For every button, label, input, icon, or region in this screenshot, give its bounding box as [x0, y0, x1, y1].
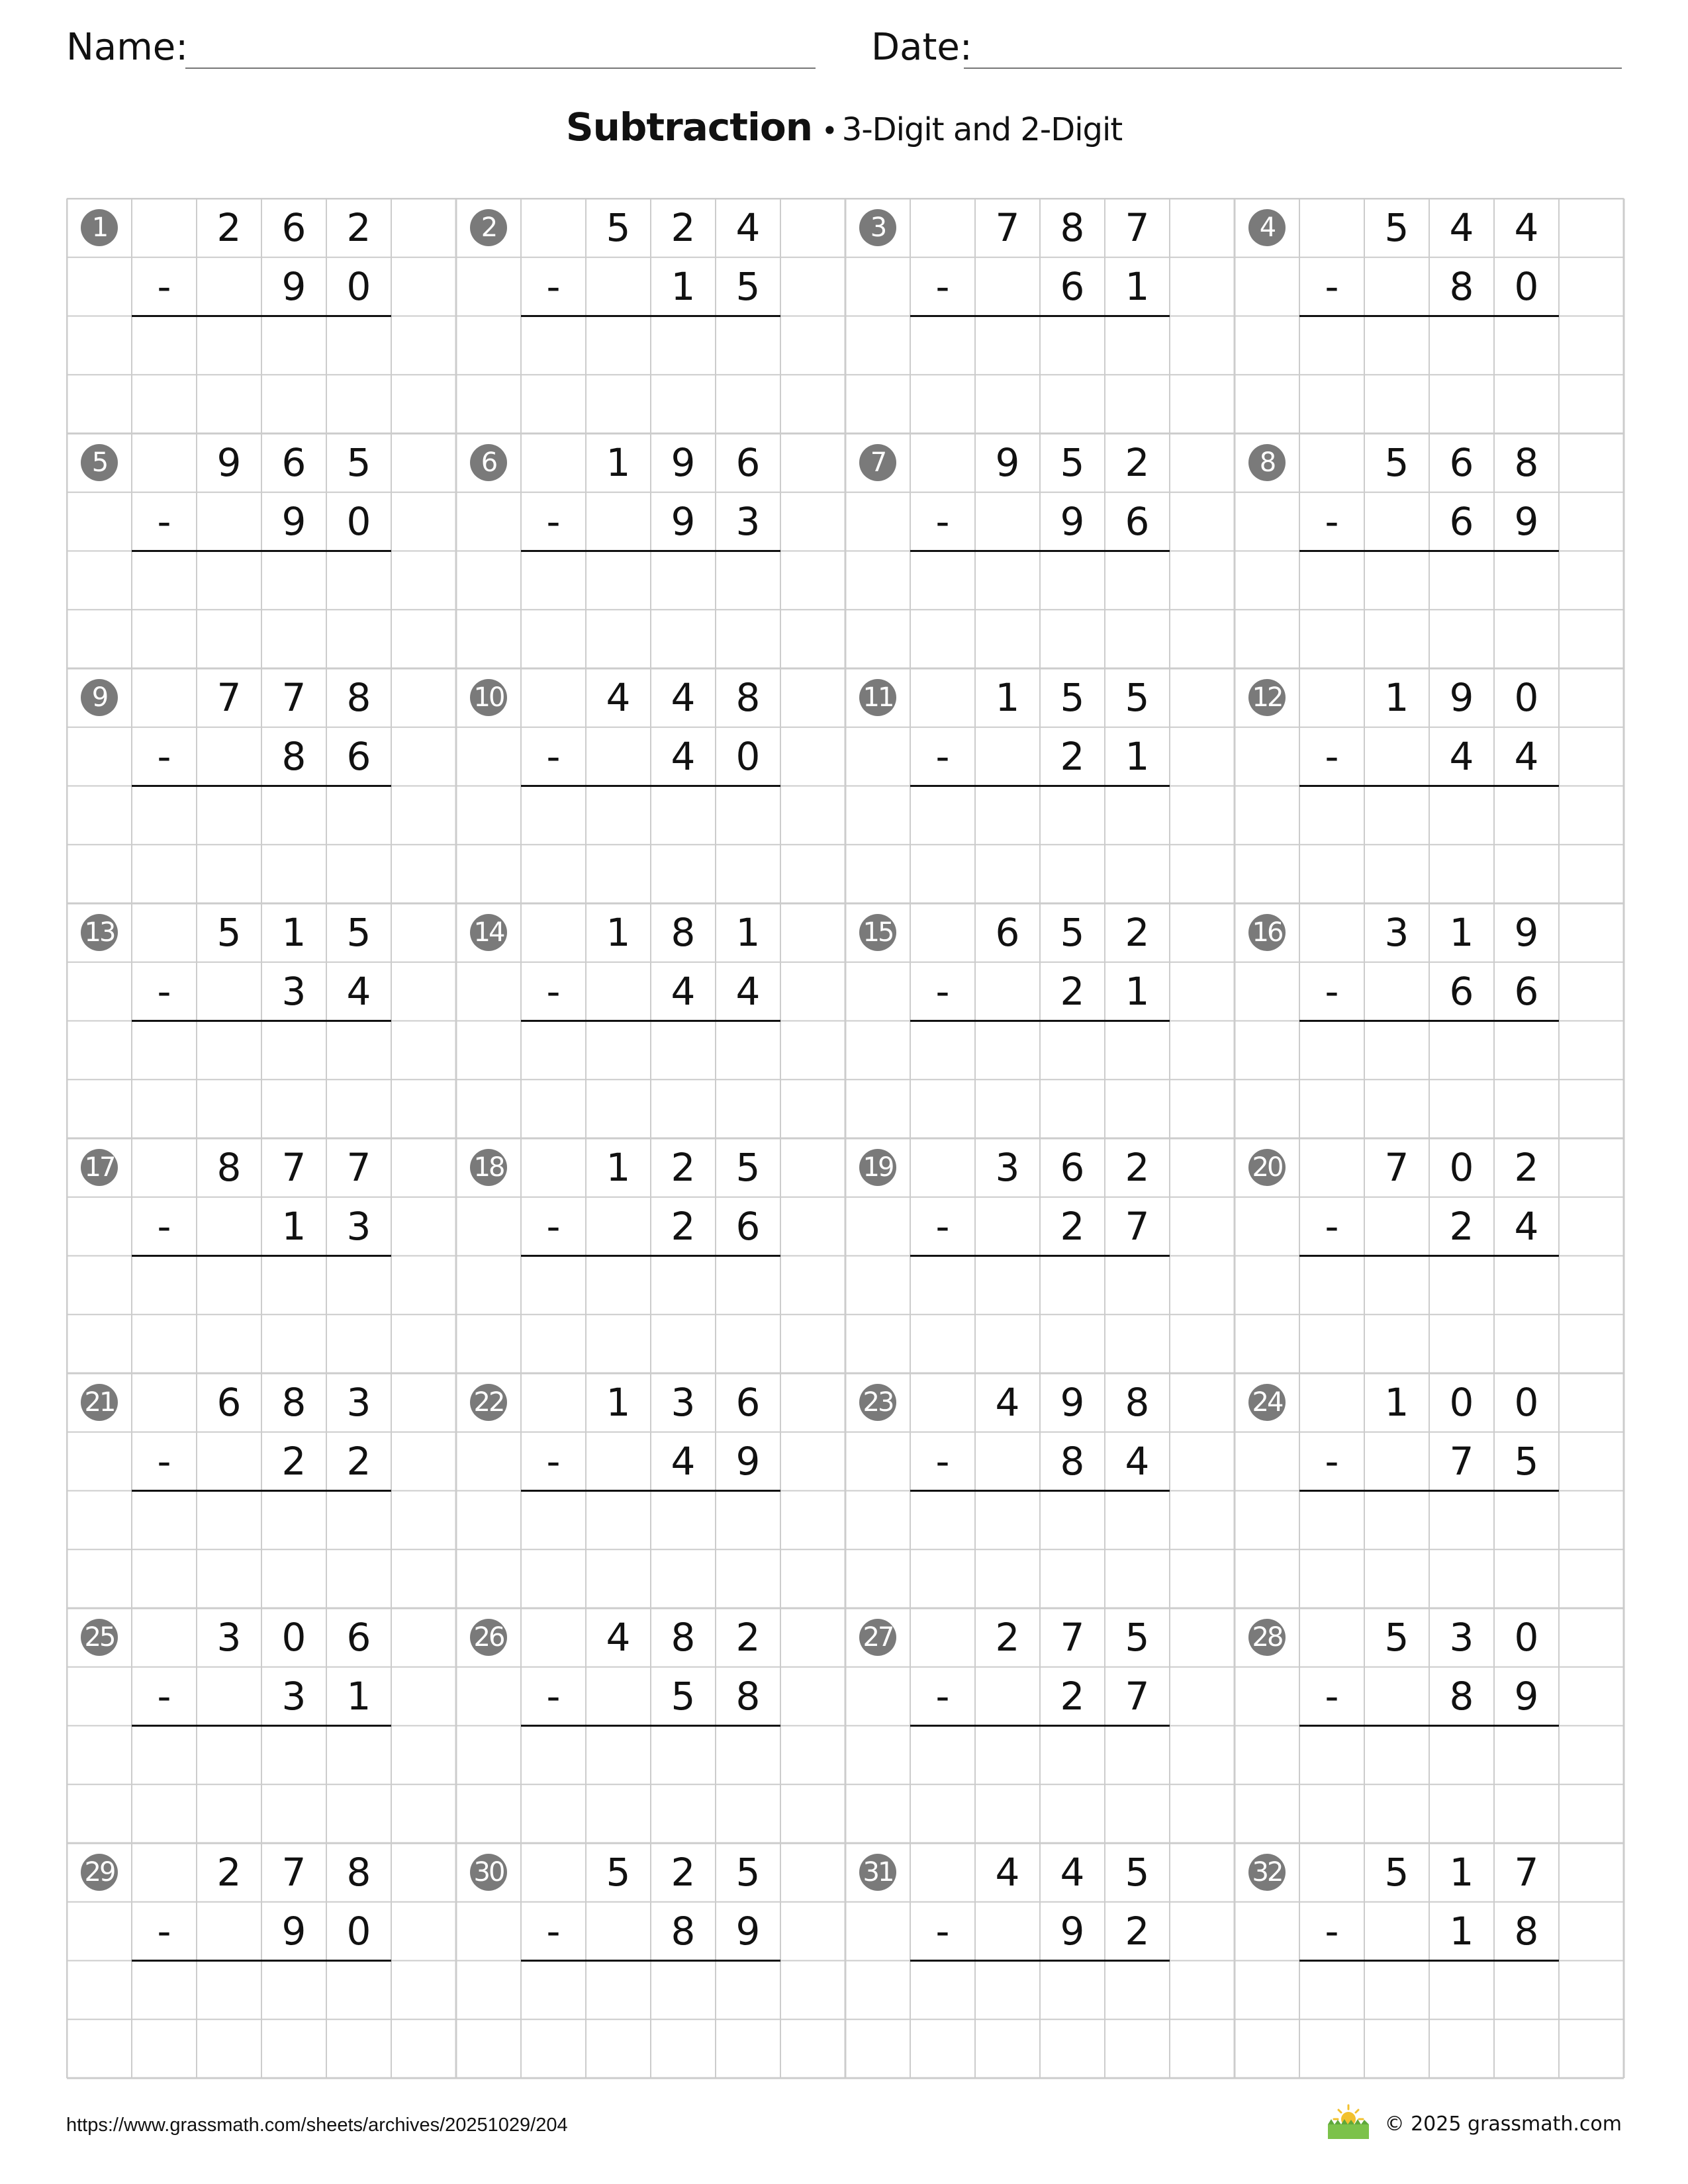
answer-area[interactable]: [910, 1256, 1170, 1371]
answer-area[interactable]: [521, 1256, 780, 1371]
minuend-digit: 9: [1060, 1380, 1085, 1425]
minuend-digit: 6: [735, 1380, 761, 1425]
subtrahend-digit: 5: [1514, 1438, 1539, 1484]
subtrahend-digit: 1: [1125, 968, 1150, 1014]
minuend-digit: 1: [1449, 910, 1474, 955]
subtrahend-digit: 1: [346, 1673, 371, 1719]
minuend-digit: 5: [735, 1145, 761, 1190]
subtrahend-digit: 7: [1125, 1673, 1150, 1719]
subtrahend-digit: 8: [281, 733, 306, 779]
problem-number-badge: 11: [859, 679, 896, 716]
problem-number-badge: 28: [1248, 1619, 1286, 1656]
problem-number-badge: 9: [81, 679, 118, 716]
minuend-digit: 1: [606, 440, 631, 485]
minus-sign: -: [935, 1438, 950, 1484]
minus-sign: -: [546, 1203, 561, 1249]
answer-area[interactable]: [521, 1726, 780, 1841]
subtrahend-digit: 9: [281, 498, 306, 544]
minuend-digit: 2: [671, 1850, 696, 1895]
subtrahend-digit: 9: [1514, 498, 1539, 544]
subtrahend-digit: 8: [735, 1673, 761, 1719]
minuend-digit: 8: [1514, 440, 1539, 485]
footer-copyright: © 2025 grassmath.com: [1384, 2113, 1622, 2136]
subtrahend-digit: 9: [1514, 1673, 1539, 1719]
problem-number-badge: 3: [859, 209, 896, 246]
subtrahend-digit: 9: [735, 1908, 761, 1954]
problem-number-badge: 18: [470, 1149, 507, 1186]
problem-number-badge: 14: [470, 914, 507, 951]
minuend-digit: 5: [1125, 1850, 1150, 1895]
minuend-digit: 6: [1060, 1145, 1085, 1190]
subtrahend-digit: 2: [1060, 1673, 1085, 1719]
answer-area[interactable]: [132, 1961, 391, 2076]
problem-number-badge: 5: [81, 444, 118, 481]
problem-number-badge: 26: [470, 1619, 507, 1656]
problem-number-badge: 24: [1248, 1384, 1286, 1421]
minuend-digit: 2: [346, 205, 371, 250]
minus-sign: -: [1325, 1438, 1339, 1484]
problem-number-badge: 30: [470, 1854, 507, 1891]
answer-area[interactable]: [132, 316, 391, 432]
minus-sign: -: [935, 498, 950, 544]
minuend-digit: 8: [346, 675, 371, 720]
minuend-digit: 5: [606, 205, 631, 250]
problem-number-badge: 8: [1248, 444, 1286, 481]
minuend-digit: 2: [1125, 1145, 1150, 1190]
subtrahend-digit: 2: [1449, 1203, 1474, 1249]
minuend-digit: 0: [1514, 1615, 1539, 1660]
title-subtitle: 3-Digit and 2-Digit: [841, 111, 1123, 148]
minuend-digit: 6: [995, 910, 1020, 955]
title-bullet: •: [821, 114, 838, 147]
minus-sign: -: [1325, 1908, 1339, 1954]
answer-area[interactable]: [1299, 1726, 1559, 1841]
minus-sign: -: [546, 1438, 561, 1484]
minuend-digit: 5: [216, 910, 242, 955]
minuend-digit: 8: [1060, 205, 1085, 250]
minuend-digit: 2: [671, 205, 696, 250]
minuend-digit: 8: [735, 675, 761, 720]
subtrahend-digit: 7: [1449, 1438, 1474, 1484]
minuend-digit: 0: [1449, 1145, 1474, 1190]
minuend-digit: 4: [1514, 205, 1539, 250]
subtrahend-digit: 9: [671, 498, 696, 544]
answer-area[interactable]: [132, 1256, 391, 1371]
subtrahend-digit: 0: [346, 498, 371, 544]
minuend-digit: 5: [1060, 910, 1085, 955]
subtrahend-digit: 3: [281, 968, 306, 1014]
minuend-digit: 7: [995, 205, 1020, 250]
footer-url: https://www.grassmath.com/sheets/archives/20251029/204: [66, 2115, 568, 2136]
problem-number-badge: 23: [859, 1384, 896, 1421]
subtrahend-digit: 7: [1125, 1203, 1150, 1249]
minuend-digit: 5: [1384, 205, 1409, 250]
minus-sign: -: [546, 1908, 561, 1954]
minuend-digit: 3: [346, 1380, 371, 1425]
minuend-digit: 2: [216, 1850, 242, 1895]
subtrahend-digit: 2: [346, 1438, 371, 1484]
subtrahend-digit: 8: [1060, 1438, 1085, 1484]
minus-sign: -: [546, 263, 561, 309]
subtrahend-digit: 2: [1060, 1203, 1085, 1249]
minuend-digit: 7: [216, 675, 242, 720]
minuend-digit: 5: [1384, 1850, 1409, 1895]
problem-number-badge: 21: [81, 1384, 118, 1421]
problem-number-badge: 1: [81, 209, 118, 246]
minuend-digit: 8: [346, 1850, 371, 1895]
subtrahend-digit: 4: [671, 733, 696, 779]
minus-sign: -: [1325, 968, 1339, 1014]
minuend-digit: 5: [1125, 675, 1150, 720]
minuend-digit: 5: [1060, 440, 1085, 485]
problem-number-badge: 15: [859, 914, 896, 951]
subtrahend-digit: 4: [1514, 733, 1539, 779]
subtrahend-digit: 9: [281, 263, 306, 309]
minuend-digit: 5: [1384, 1615, 1409, 1660]
answer-area[interactable]: [910, 786, 1170, 901]
minuend-digit: 6: [735, 440, 761, 485]
subtrahend-digit: 1: [1125, 733, 1150, 779]
answer-area[interactable]: [910, 1961, 1170, 2076]
worksheet-title: [0, 105, 1688, 150]
minuend-digit: 4: [606, 1615, 631, 1660]
subtrahend-digit: 6: [735, 1203, 761, 1249]
minuend-digit: 0: [1514, 675, 1539, 720]
problem-number-badge: 29: [81, 1854, 118, 1891]
subtrahend-digit: 0: [735, 733, 761, 779]
minus-sign: -: [157, 968, 171, 1014]
minuend-digit: 6: [216, 1380, 242, 1425]
minuend-digit: 2: [216, 205, 242, 250]
subtrahend-digit: 4: [671, 968, 696, 1014]
subtrahend-digit: 4: [1125, 1438, 1150, 1484]
minuend-digit: 3: [1384, 910, 1409, 955]
minuend-digit: 1: [1384, 675, 1409, 720]
minuend-digit: 2: [671, 1145, 696, 1190]
problem-grid: [66, 198, 1626, 2080]
subtrahend-digit: 2: [281, 1438, 306, 1484]
answer-area[interactable]: [910, 1726, 1170, 1841]
minuend-digit: 1: [1384, 1380, 1409, 1425]
subtrahend-digit: 9: [735, 1438, 761, 1484]
subtrahend-digit: 3: [346, 1203, 371, 1249]
minus-sign: -: [1325, 1673, 1339, 1719]
date-label: Date:: [871, 26, 972, 69]
minus-sign: -: [935, 733, 950, 779]
problem-number-badge: 6: [470, 444, 507, 481]
minus-sign: -: [1325, 1203, 1339, 1249]
subtrahend-digit: 2: [1060, 733, 1085, 779]
problem-number-badge: 27: [859, 1619, 896, 1656]
minuend-digit: 2: [1514, 1145, 1539, 1190]
problem-number-badge: 25: [81, 1619, 118, 1656]
minuend-digit: 6: [281, 205, 306, 250]
problem-number-badge: 4: [1248, 209, 1286, 246]
minus-sign: -: [935, 1908, 950, 1954]
name-line[interactable]: [185, 68, 816, 69]
minuend-digit: 5: [735, 1850, 761, 1895]
answer-area[interactable]: [132, 1021, 391, 1136]
minus-sign: -: [546, 1673, 561, 1719]
minuend-digit: 1: [606, 1380, 631, 1425]
minuend-digit: 6: [1449, 440, 1474, 485]
minuend-digit: 4: [671, 675, 696, 720]
minus-sign: -: [157, 498, 171, 544]
minuend-digit: 3: [995, 1145, 1020, 1190]
minuend-digit: 3: [671, 1380, 696, 1425]
minus-sign: -: [1325, 263, 1339, 309]
answer-area[interactable]: [1299, 316, 1559, 432]
minus-sign: -: [157, 1203, 171, 1249]
minuend-digit: 2: [1125, 910, 1150, 955]
subtrahend-digit: 4: [735, 968, 761, 1014]
answer-area[interactable]: [521, 786, 780, 901]
subtrahend-digit: 6: [346, 733, 371, 779]
minus-sign: -: [157, 1908, 171, 1954]
subtrahend-digit: 0: [346, 263, 371, 309]
subtrahend-digit: 9: [281, 1908, 306, 1954]
subtrahend-digit: 9: [1060, 1908, 1085, 1954]
minus-sign: -: [935, 968, 950, 1014]
minuend-digit: 8: [671, 910, 696, 955]
minus-sign: -: [546, 968, 561, 1014]
subtrahend-digit: 6: [1449, 498, 1474, 544]
minuend-digit: 7: [346, 1145, 371, 1190]
subtrahend-digit: 1: [1125, 263, 1150, 309]
subtrahend-digit: 0: [346, 1908, 371, 1954]
minus-sign: -: [157, 733, 171, 779]
minuend-digit: 9: [1514, 910, 1539, 955]
problem-number-badge: 19: [859, 1149, 896, 1186]
answer-area[interactable]: [132, 786, 391, 901]
minus-sign: -: [1325, 733, 1339, 779]
subtrahend-digit: 0: [1514, 263, 1539, 309]
minuend-digit: 7: [281, 1850, 306, 1895]
problem-number-badge: 31: [859, 1854, 896, 1891]
subtrahend-digit: 1: [281, 1203, 306, 1249]
minuend-digit: 2: [1125, 440, 1150, 485]
answer-area[interactable]: [132, 1491, 391, 1606]
problem-number-badge: 20: [1248, 1149, 1286, 1186]
answer-area[interactable]: [910, 316, 1170, 432]
subtrahend-digit: 8: [1449, 1673, 1474, 1719]
minuend-digit: 1: [995, 675, 1020, 720]
problem-number-badge: 7: [859, 444, 896, 481]
minus-sign: -: [157, 1438, 171, 1484]
minuend-digit: 1: [1449, 1850, 1474, 1895]
subtrahend-digit: 6: [1060, 263, 1085, 309]
minuend-digit: 6: [281, 440, 306, 485]
minuend-digit: 7: [1384, 1145, 1409, 1190]
subtrahend-digit: 4: [671, 1438, 696, 1484]
problem-number-badge: 2: [470, 209, 507, 246]
answer-area[interactable]: [521, 316, 780, 432]
answer-area[interactable]: [910, 1491, 1170, 1606]
minuend-digit: 0: [1514, 1380, 1539, 1425]
subtrahend-digit: 3: [735, 498, 761, 544]
minus-sign: -: [935, 1673, 950, 1719]
answer-area[interactable]: [521, 1021, 780, 1136]
minuend-digit: 9: [671, 440, 696, 485]
minuend-digit: 5: [346, 440, 371, 485]
subtrahend-digit: 8: [1449, 263, 1474, 309]
grass-sun-logo-icon: [1325, 2103, 1372, 2140]
subtrahend-digit: 6: [1449, 968, 1474, 1014]
minuend-digit: 5: [346, 910, 371, 955]
minuend-digit: 8: [671, 1615, 696, 1660]
problem-number-badge: 12: [1248, 679, 1286, 716]
minuend-digit: 7: [1060, 1615, 1085, 1660]
subtrahend-digit: 2: [1125, 1908, 1150, 1954]
problem-number-badge: 16: [1248, 914, 1286, 951]
minuend-digit: 4: [1449, 205, 1474, 250]
subtrahend-digit: 5: [735, 263, 761, 309]
minuend-digit: 0: [1449, 1380, 1474, 1425]
answer-area[interactable]: [910, 551, 1170, 666]
minuend-digit: 5: [606, 1850, 631, 1895]
minus-sign: -: [157, 1673, 171, 1719]
problem-number-badge: 17: [81, 1149, 118, 1186]
answer-area[interactable]: [1299, 1491, 1559, 1606]
minuend-digit: 3: [216, 1615, 242, 1660]
answer-area[interactable]: [1299, 1256, 1559, 1371]
minuend-digit: 1: [281, 910, 306, 955]
minuend-digit: 7: [281, 1145, 306, 1190]
answer-area[interactable]: [521, 1491, 780, 1606]
minuend-digit: 8: [281, 1380, 306, 1425]
minuend-digit: 3: [1449, 1615, 1474, 1660]
minuend-digit: 9: [1449, 675, 1474, 720]
subtrahend-digit: 4: [1449, 733, 1474, 779]
answer-area[interactable]: [132, 551, 391, 666]
minuend-digit: 1: [606, 1145, 631, 1190]
answer-area[interactable]: [132, 1726, 391, 1841]
answer-area[interactable]: [521, 1961, 780, 2076]
minus-sign: -: [157, 263, 171, 309]
minuend-digit: 4: [735, 205, 761, 250]
minuend-digit: 9: [216, 440, 242, 485]
minus-sign: -: [1325, 498, 1339, 544]
title-main: Subtraction: [565, 105, 812, 150]
minuend-digit: 1: [735, 910, 761, 955]
minuend-digit: 7: [1514, 1850, 1539, 1895]
subtrahend-digit: 8: [671, 1908, 696, 1954]
problem-number-badge: 32: [1248, 1854, 1286, 1891]
subtrahend-digit: 4: [346, 968, 371, 1014]
subtrahend-digit: 5: [671, 1673, 696, 1719]
subtrahend-digit: 2: [671, 1203, 696, 1249]
minuend-digit: 7: [281, 675, 306, 720]
minus-sign: -: [546, 498, 561, 544]
minuend-digit: 4: [995, 1380, 1020, 1425]
minuend-digit: 9: [995, 440, 1020, 485]
date-line[interactable]: [964, 68, 1622, 69]
subtrahend-digit: 4: [1514, 1203, 1539, 1249]
answer-area[interactable]: [521, 551, 780, 666]
problem-number-badge: 13: [81, 914, 118, 951]
problem-number-badge: 10: [470, 679, 507, 716]
minuend-digit: 8: [216, 1145, 242, 1190]
minuend-digit: 8: [1125, 1380, 1150, 1425]
answer-area[interactable]: [1299, 551, 1559, 666]
minuend-digit: 4: [606, 675, 631, 720]
minuend-digit: 0: [281, 1615, 306, 1660]
minuend-digit: 6: [346, 1615, 371, 1660]
answer-area[interactable]: [1299, 1021, 1559, 1136]
minus-sign: -: [935, 1203, 950, 1249]
subtrahend-digit: 8: [1514, 1908, 1539, 1954]
subtrahend-digit: 1: [1449, 1908, 1474, 1954]
minuend-digit: 5: [1060, 675, 1085, 720]
name-label: Name:: [66, 26, 189, 69]
answer-area[interactable]: [910, 1021, 1170, 1136]
minuend-digit: 4: [1060, 1850, 1085, 1895]
subtrahend-digit: 2: [1060, 968, 1085, 1014]
minuend-digit: 2: [995, 1615, 1020, 1660]
minuend-digit: 1: [606, 910, 631, 955]
minuend-digit: 4: [995, 1850, 1020, 1895]
minuend-digit: 7: [1125, 205, 1150, 250]
subtrahend-digit: 9: [1060, 498, 1085, 544]
minuend-digit: 2: [735, 1615, 761, 1660]
minuend-digit: 5: [1384, 440, 1409, 485]
answer-area[interactable]: [1299, 786, 1559, 901]
minus-sign: -: [546, 733, 561, 779]
subtrahend-digit: 1: [671, 263, 696, 309]
subtrahend-digit: 6: [1514, 968, 1539, 1014]
subtrahend-digit: 3: [281, 1673, 306, 1719]
problem-number-badge: 22: [470, 1384, 507, 1421]
minus-sign: -: [935, 263, 950, 309]
minuend-digit: 5: [1125, 1615, 1150, 1660]
answer-area[interactable]: [1299, 1961, 1559, 2076]
subtrahend-digit: 6: [1125, 498, 1150, 544]
